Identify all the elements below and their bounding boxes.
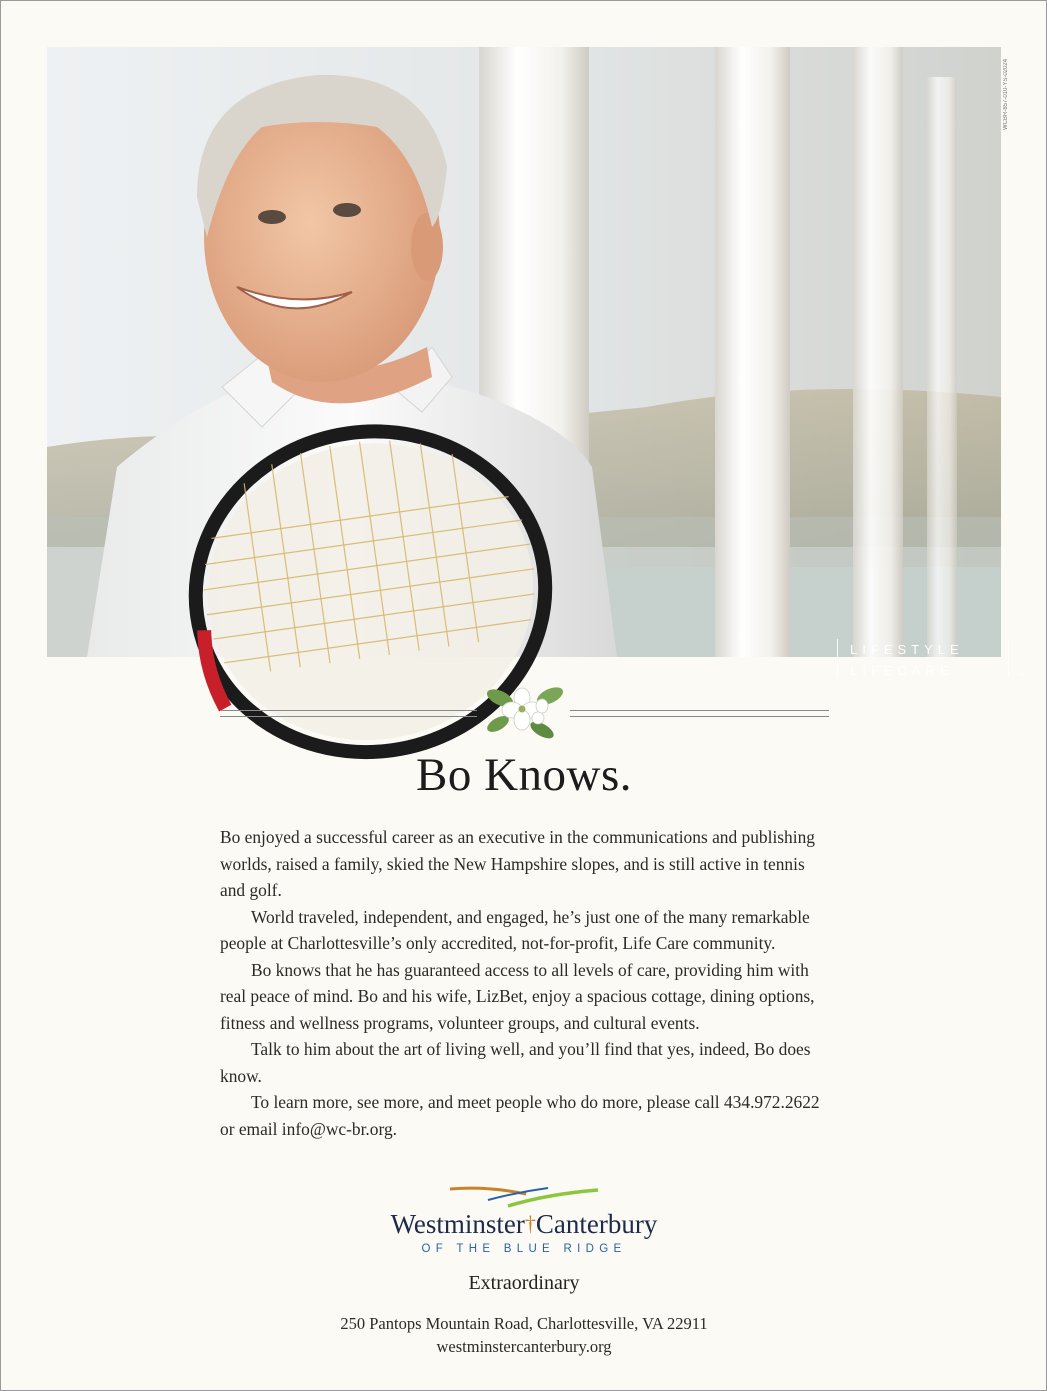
logo-mark-icon bbox=[448, 1184, 600, 1212]
logo-subtitle: OF THE BLUE RIDGE bbox=[421, 1243, 627, 1255]
website-link[interactable]: westminstercanterbury.org bbox=[436, 1337, 612, 1356]
logo-westminster: Westminster bbox=[390, 1209, 525, 1239]
ad-code: WCBR-857-010-YS-02024 bbox=[1003, 58, 1009, 130]
tagline-lifecare: LIFECARE bbox=[850, 663, 954, 678]
address: 250 Pantops Mountain Road, Charlottesville, VA 22911 bbox=[340, 1314, 708, 1333]
headline: Bo Knows. bbox=[415, 749, 633, 801]
logo-wordmark bbox=[372, 1209, 676, 1240]
body-copy bbox=[220, 824, 830, 1142]
body-paragraph-3: Bo knows that he has guaranteed access to all levels of care, providing him with real peace of mind. Bo and his wife, LizBet, enjoy a spacious cottage, dining options, fitness and wellness programs, volunteer groups, and cultural events. bbox=[220, 959, 815, 1033]
body-paragraph-2: World traveled, independent, and engaged, he’s just one of the many remarkable people at Charlottesville’s only accredited, not-for-profit, Life Care community. bbox=[220, 906, 810, 953]
logo-canterbury: Canterbury bbox=[535, 1209, 658, 1239]
body-paragraph-5: To learn more, see more, and meet people who do more, please call 434.972.2622 or email info@wc-br.org. bbox=[220, 1092, 820, 1139]
tagline-lifestyle: LIFESTYLE bbox=[850, 642, 964, 657]
dogwood-flower-icon bbox=[484, 682, 566, 740]
body-paragraph-4: Talk to him about the art of living well, and you’ll find that yes, indeed, Bo does know. bbox=[220, 1039, 811, 1086]
divider-left bbox=[220, 710, 477, 717]
hero-photo-illustration bbox=[47, 47, 1001, 657]
logo-cross: † bbox=[524, 1211, 536, 1236]
service-mark: SM bbox=[1017, 672, 1025, 678]
body-paragraph-1: Bo enjoyed a successful career as an executive in the communications and publishing worlds, raised a family, skied the New Hampshire slopes, and is still active in tennis and golf. bbox=[220, 827, 815, 900]
lifestyle-lifecare-tagline bbox=[837, 639, 1025, 678]
divider-right bbox=[570, 710, 829, 717]
tagline-extraordinary: Extraordinary bbox=[468, 1272, 580, 1294]
